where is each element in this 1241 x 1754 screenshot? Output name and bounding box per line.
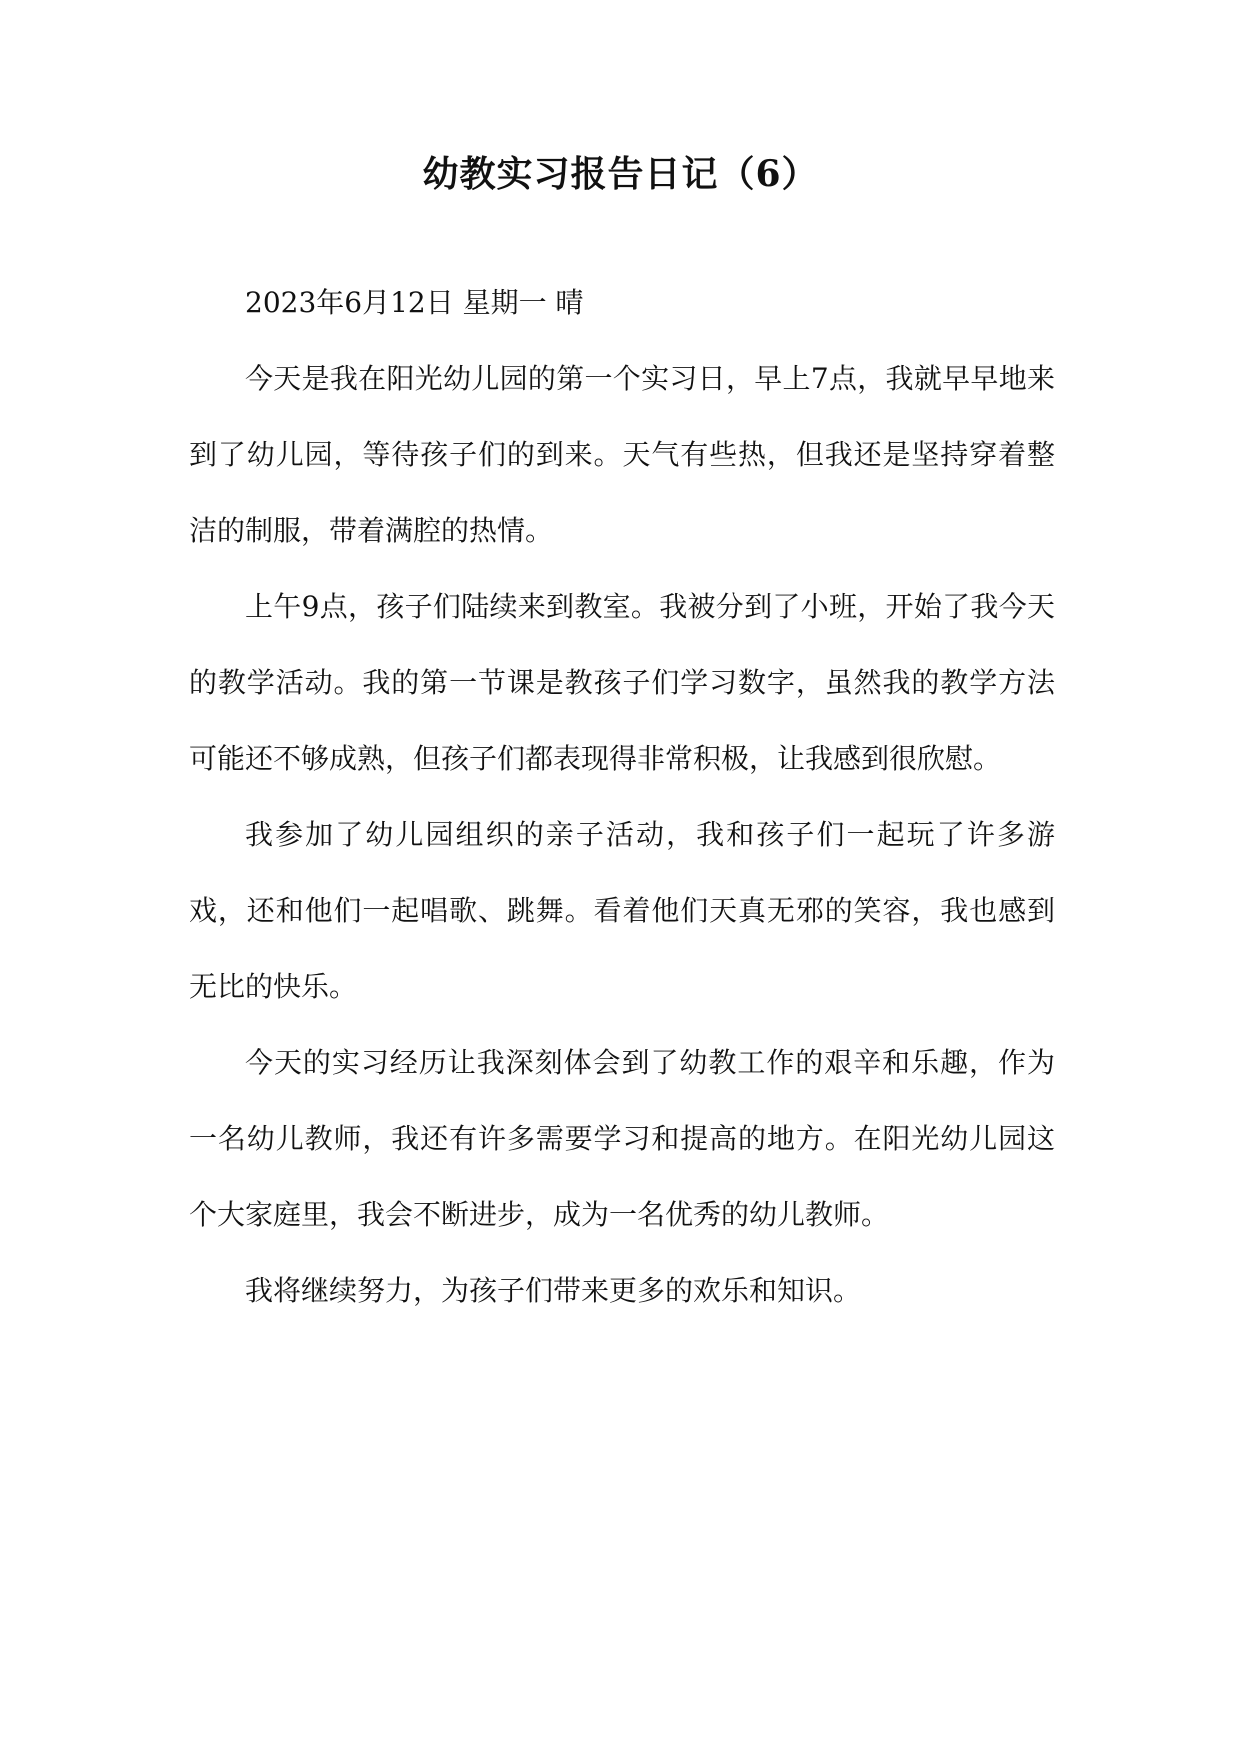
paragraph-arrival: 今天是我在阳光幼儿园的第一个实习日，早上7点，我就早早地来到了幼儿园，等待孩子们的到来。天气有些热，但我还是坚持穿着整洁的制服，带着满腔的热情。	[189, 362, 1055, 547]
paragraph-closing: 我将继续努力，为孩子们带来更多的欢乐和知识。	[245, 1274, 862, 1307]
document-body	[189, 265, 1055, 1329]
paragraph-reflection: 今天的实习经历让我深刻体会到了幼教工作的艰辛和乐趣，作为一名幼儿教师，我还有许多需要学习和提高的地方。在阳光幼儿园这个大家庭里，我会不断进步，成为一名优秀的幼儿教师。	[189, 1046, 1055, 1231]
paragraph-parent-child-activity: 我参加了幼儿园组织的亲子活动，我和孩子们一起玩了许多游戏，还和他们一起唱歌、跳舞。看着他们天真无邪的笑容，我也感到无比的快乐。	[189, 818, 1055, 1003]
paragraph-teaching: 上午9点，孩子们陆续来到教室。我被分到了小班，开始了我今天的教学活动。我的第一节课是教孩子们学习数字，虽然我的教学方法可能还不够成熟，但孩子们都表现得非常积极，让我感到很欣慰。	[189, 590, 1055, 775]
document-title: 幼教实习报告日记（6）	[422, 153, 819, 195]
diary-date-line: 2023年6月12日 星期一 晴	[245, 286, 584, 319]
